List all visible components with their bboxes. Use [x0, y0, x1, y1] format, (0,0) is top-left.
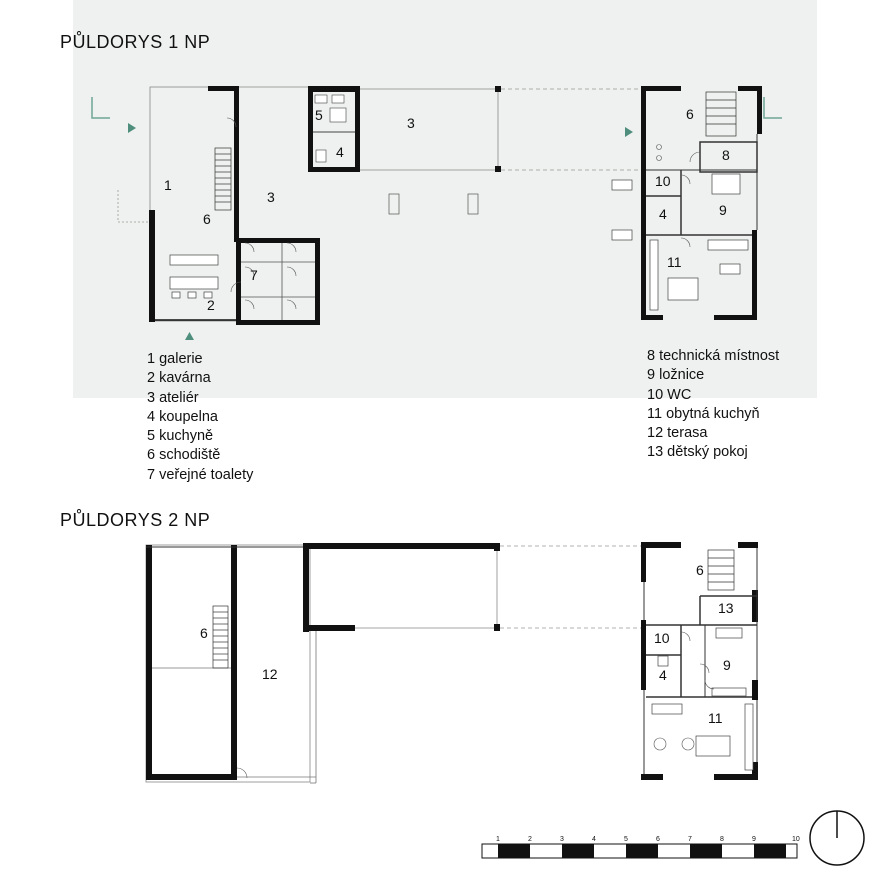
atelier-block	[308, 86, 641, 214]
room-label: 2	[207, 297, 215, 313]
entrance-arrow-icon	[185, 332, 194, 340]
room-label: 4	[336, 144, 344, 160]
scale-tick: 10	[792, 836, 800, 843]
legend-item: 12 terasa	[647, 425, 708, 442]
room-label: 8	[722, 147, 730, 163]
scale-tick: 3	[560, 836, 564, 843]
legend-item: 9 ložnice	[647, 367, 705, 384]
room-label: 10	[655, 173, 671, 189]
legend-item: 6 schodiště	[147, 447, 221, 464]
room-label: 3	[267, 189, 275, 205]
room-label: 6	[200, 625, 208, 641]
atelier-upper-block	[303, 543, 641, 632]
scale-tick: 2	[528, 836, 532, 843]
room-label: 3	[407, 115, 415, 131]
room-label: 11	[708, 710, 723, 726]
upper-floor-plan	[146, 542, 758, 783]
legend-item: 1 galerie	[147, 351, 203, 367]
entrance-arrow-icon	[128, 123, 136, 133]
room-label: 7	[250, 267, 258, 283]
north-arrow-icon	[810, 811, 864, 865]
legend-item: 7 veřejné toalety	[147, 466, 254, 483]
scale-tick: 9	[752, 836, 756, 843]
scale-bar	[482, 836, 800, 858]
room-label: 9	[719, 202, 727, 218]
gallery-block	[118, 86, 320, 325]
room-label: 13	[718, 600, 734, 616]
room-label: 12	[262, 666, 278, 682]
room-label: 4	[659, 667, 667, 683]
legend-item: 3 ateliér	[147, 389, 199, 406]
legend-item: 10 WC	[647, 386, 692, 403]
scale-tick: 1	[496, 836, 500, 843]
room-label: 4	[659, 206, 667, 222]
room-label: 6	[203, 211, 211, 227]
ground-floor-plan	[92, 86, 782, 340]
scale-tick: 4	[592, 836, 596, 843]
room-label: 11	[667, 254, 682, 270]
scale-tick: 6	[656, 836, 660, 843]
terrace-block	[146, 545, 316, 783]
entrance-corner-marker	[92, 97, 782, 118]
upper-floor-title: PŮLDORYS 2 NP	[60, 510, 211, 530]
entrance-arrow-icon	[625, 127, 633, 137]
legend-item: 11 obytná kuchyň	[647, 405, 760, 422]
ground-floor-title: PŮLDORYS 1 NP	[60, 32, 211, 52]
scale-tick: 5	[624, 836, 628, 843]
scale-tick: 7	[688, 836, 692, 843]
legend-item: 8 technická místnost	[647, 348, 780, 364]
legend-item: 4 koupelna	[147, 408, 218, 425]
room-label: 6	[696, 562, 704, 578]
room-label: 1	[164, 177, 172, 193]
scale-tick: 8	[720, 836, 724, 843]
legend-item: 5 kuchyně	[147, 428, 214, 445]
room-label: 5	[315, 107, 323, 123]
legend-item: 2 kavárna	[147, 370, 211, 387]
room-label: 6	[686, 106, 694, 122]
room-label: 10	[654, 630, 670, 646]
legend-item: 13 dětský pokoj	[647, 444, 748, 461]
room-label: 9	[723, 657, 731, 673]
